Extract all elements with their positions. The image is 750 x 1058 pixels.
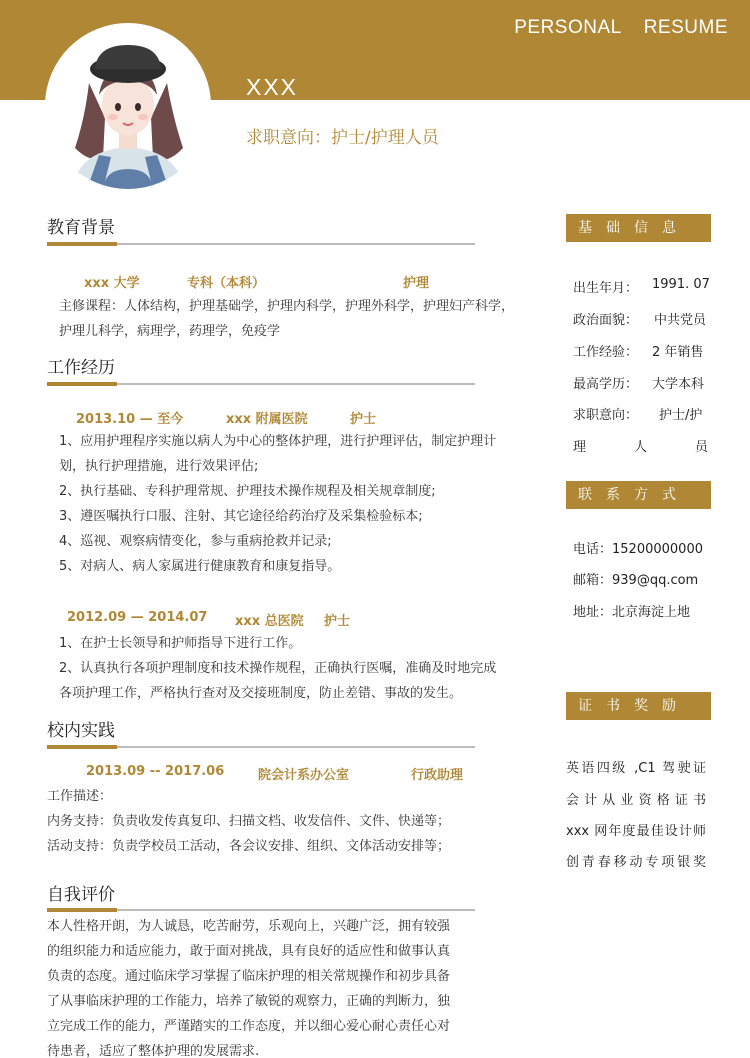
contact-email: 邮箱：939@qq.com <box>573 573 699 588</box>
job1-duty-line: 4、巡视、观察病情变化，参与重病抢救并记录; <box>59 534 332 549</box>
self-eval-line: 的组织能力和适应能力，敢于面对挑战，具有良好的适应性和做事认真 <box>47 944 451 959</box>
experience-value: 2 年销售 <box>652 345 704 360</box>
basic-info-header: 基础信息 <box>566 214 711 242</box>
self-eval-divider-accent <box>47 908 117 912</box>
job2-duties <box>59 631 496 706</box>
education-major: 护理 <box>403 276 430 291</box>
job1-duties <box>59 429 496 579</box>
self-eval-title: 自我评价 <box>47 885 115 905</box>
campus-title: 校内实践 <box>47 721 115 741</box>
campus-line: 内务支持：负责收发传真复印、扫描文档、收发信件、文件、快递等； <box>47 814 451 829</box>
campus-divider <box>47 746 475 748</box>
self-eval-text <box>47 914 450 1058</box>
sidebar-intent-label: 求职意向： <box>573 408 639 423</box>
brand-word-personal: PERSONAL <box>514 17 622 38</box>
job2-duty-line: 各项护理工作，严格执行查对及交接班制度，防止差错、事故的发生。 <box>59 686 463 701</box>
campus-divider-accent <box>47 745 117 749</box>
award-item: xxx 网年度最佳设计师 <box>566 824 706 839</box>
self-eval-line: 本人性格开朗，为人诚恳，吃苦耐劳，乐观向上，兴趣广泛，拥有较强 <box>47 919 451 934</box>
job-intent: 求职意向：护士/护理人员 <box>246 128 439 148</box>
job1-duty-line: 划，执行护理措施，进行效果评估; <box>59 459 259 474</box>
job1-org: xxx 附属医院 <box>226 412 308 427</box>
job2-duty-line: 2、认真执行各项护理制度和技术操作规程，正确执行医嘱，准确及时地完成 <box>59 661 497 676</box>
sidebar-intent-value: 护士/护 <box>659 408 703 423</box>
self-eval-line: 了从事临床护理的工作能力，培养了敏锐的观察力，正确的判断力，独 <box>47 994 451 1009</box>
job1-duty-line: 3、遵医嘱执行口服、注射、其它途径给药治疗及采集检验标本; <box>59 509 423 524</box>
experience-label: 工作经验： <box>573 345 639 360</box>
self-eval-line: 立完成工作的能力，严谨踏实的工作态度，并以细心爱心耐心责任心对 <box>47 1019 451 1034</box>
self-eval-line: 负责的态度。通过临床学习掌握了临床护理的相关常规操作和初步具备 <box>47 969 451 984</box>
job2-role: 护士 <box>324 614 351 629</box>
avatar <box>45 23 211 189</box>
work-divider-accent <box>47 382 117 386</box>
resume-brand-title <box>514 17 728 39</box>
campus-description <box>47 784 450 859</box>
job1-duty-line: 5、对病人、病人家属进行健康教育和康复指导。 <box>59 559 341 574</box>
education-level-value: 大学本科 <box>652 377 705 392</box>
birth-label: 出生年月： <box>573 281 639 296</box>
birth-value: 1991. 07 <box>652 277 710 292</box>
avatar-illustration <box>45 23 211 189</box>
politics-value: 中共党员 <box>654 313 707 328</box>
award-item: 英语四级 ,C1 驾驶证 <box>566 761 706 776</box>
self-eval-divider <box>47 909 475 911</box>
job1-duty-line: 1、应用护理程序实施以病人为中心的整体护理，进行护理评估，制定护理计 <box>59 434 497 449</box>
sidebar-intent-value-continued: 理人员 <box>573 440 708 455</box>
education-courses-line: 护理儿科学，病理学，药理学，免疫学 <box>59 324 281 339</box>
education-degree: 专科（本科） <box>187 276 266 291</box>
education-courses <box>59 294 514 344</box>
contact-header: 联系方式 <box>566 481 711 509</box>
brand-word-resume: RESUME <box>643 17 728 38</box>
education-courses-line: 主修课程：人体结构，护理基础学，护理内科学，护理外科学，护理妇产科学， <box>59 299 515 314</box>
candidate-name: XXX <box>246 74 299 100</box>
education-divider <box>47 243 475 245</box>
job2-org: xxx 总医院 <box>235 614 304 629</box>
campus-period: 2013.09 -- 2017.06 <box>86 764 225 779</box>
campus-role: 行政助理 <box>411 768 464 783</box>
education-school: xxx 大学 <box>84 276 140 291</box>
job1-role: 护士 <box>350 412 377 427</box>
campus-line: 活动支持：负责学校员工活动，各会议安排、组织、文体活动安排等； <box>47 839 451 854</box>
self-eval-line: 待患者，适应了整体护理的发展需求. <box>47 1044 260 1058</box>
job1-duty-line: 2、执行基础、专科护理常规、护理技术操作规程及相关规章制度; <box>59 484 436 499</box>
award-item: 创青春移动专项银奖 <box>566 855 706 870</box>
work-divider <box>47 383 475 385</box>
politics-label: 政治面貌： <box>573 313 639 328</box>
campus-line: 工作描述： <box>47 789 113 804</box>
education-divider-accent <box>47 242 117 246</box>
education-title: 教育背景 <box>47 218 115 238</box>
work-title: 工作经历 <box>47 358 115 378</box>
contact-address: 地址：北京海淀上地 <box>573 605 691 620</box>
job1-period: 2013.10 — 至今 <box>76 412 184 427</box>
awards-header: 证书奖励 <box>566 692 711 720</box>
job2-period: 2012.09 — 2014.07 <box>67 610 208 625</box>
contact-phone: 电话：15200000000 <box>573 542 703 557</box>
award-item: 会计从业资格证书 <box>566 793 706 808</box>
job2-duty-line: 1、在护士长领导和护师指导下进行工作。 <box>59 636 302 651</box>
education-level-label: 最高学历： <box>573 377 639 392</box>
campus-org: 院会计系办公室 <box>258 768 350 783</box>
